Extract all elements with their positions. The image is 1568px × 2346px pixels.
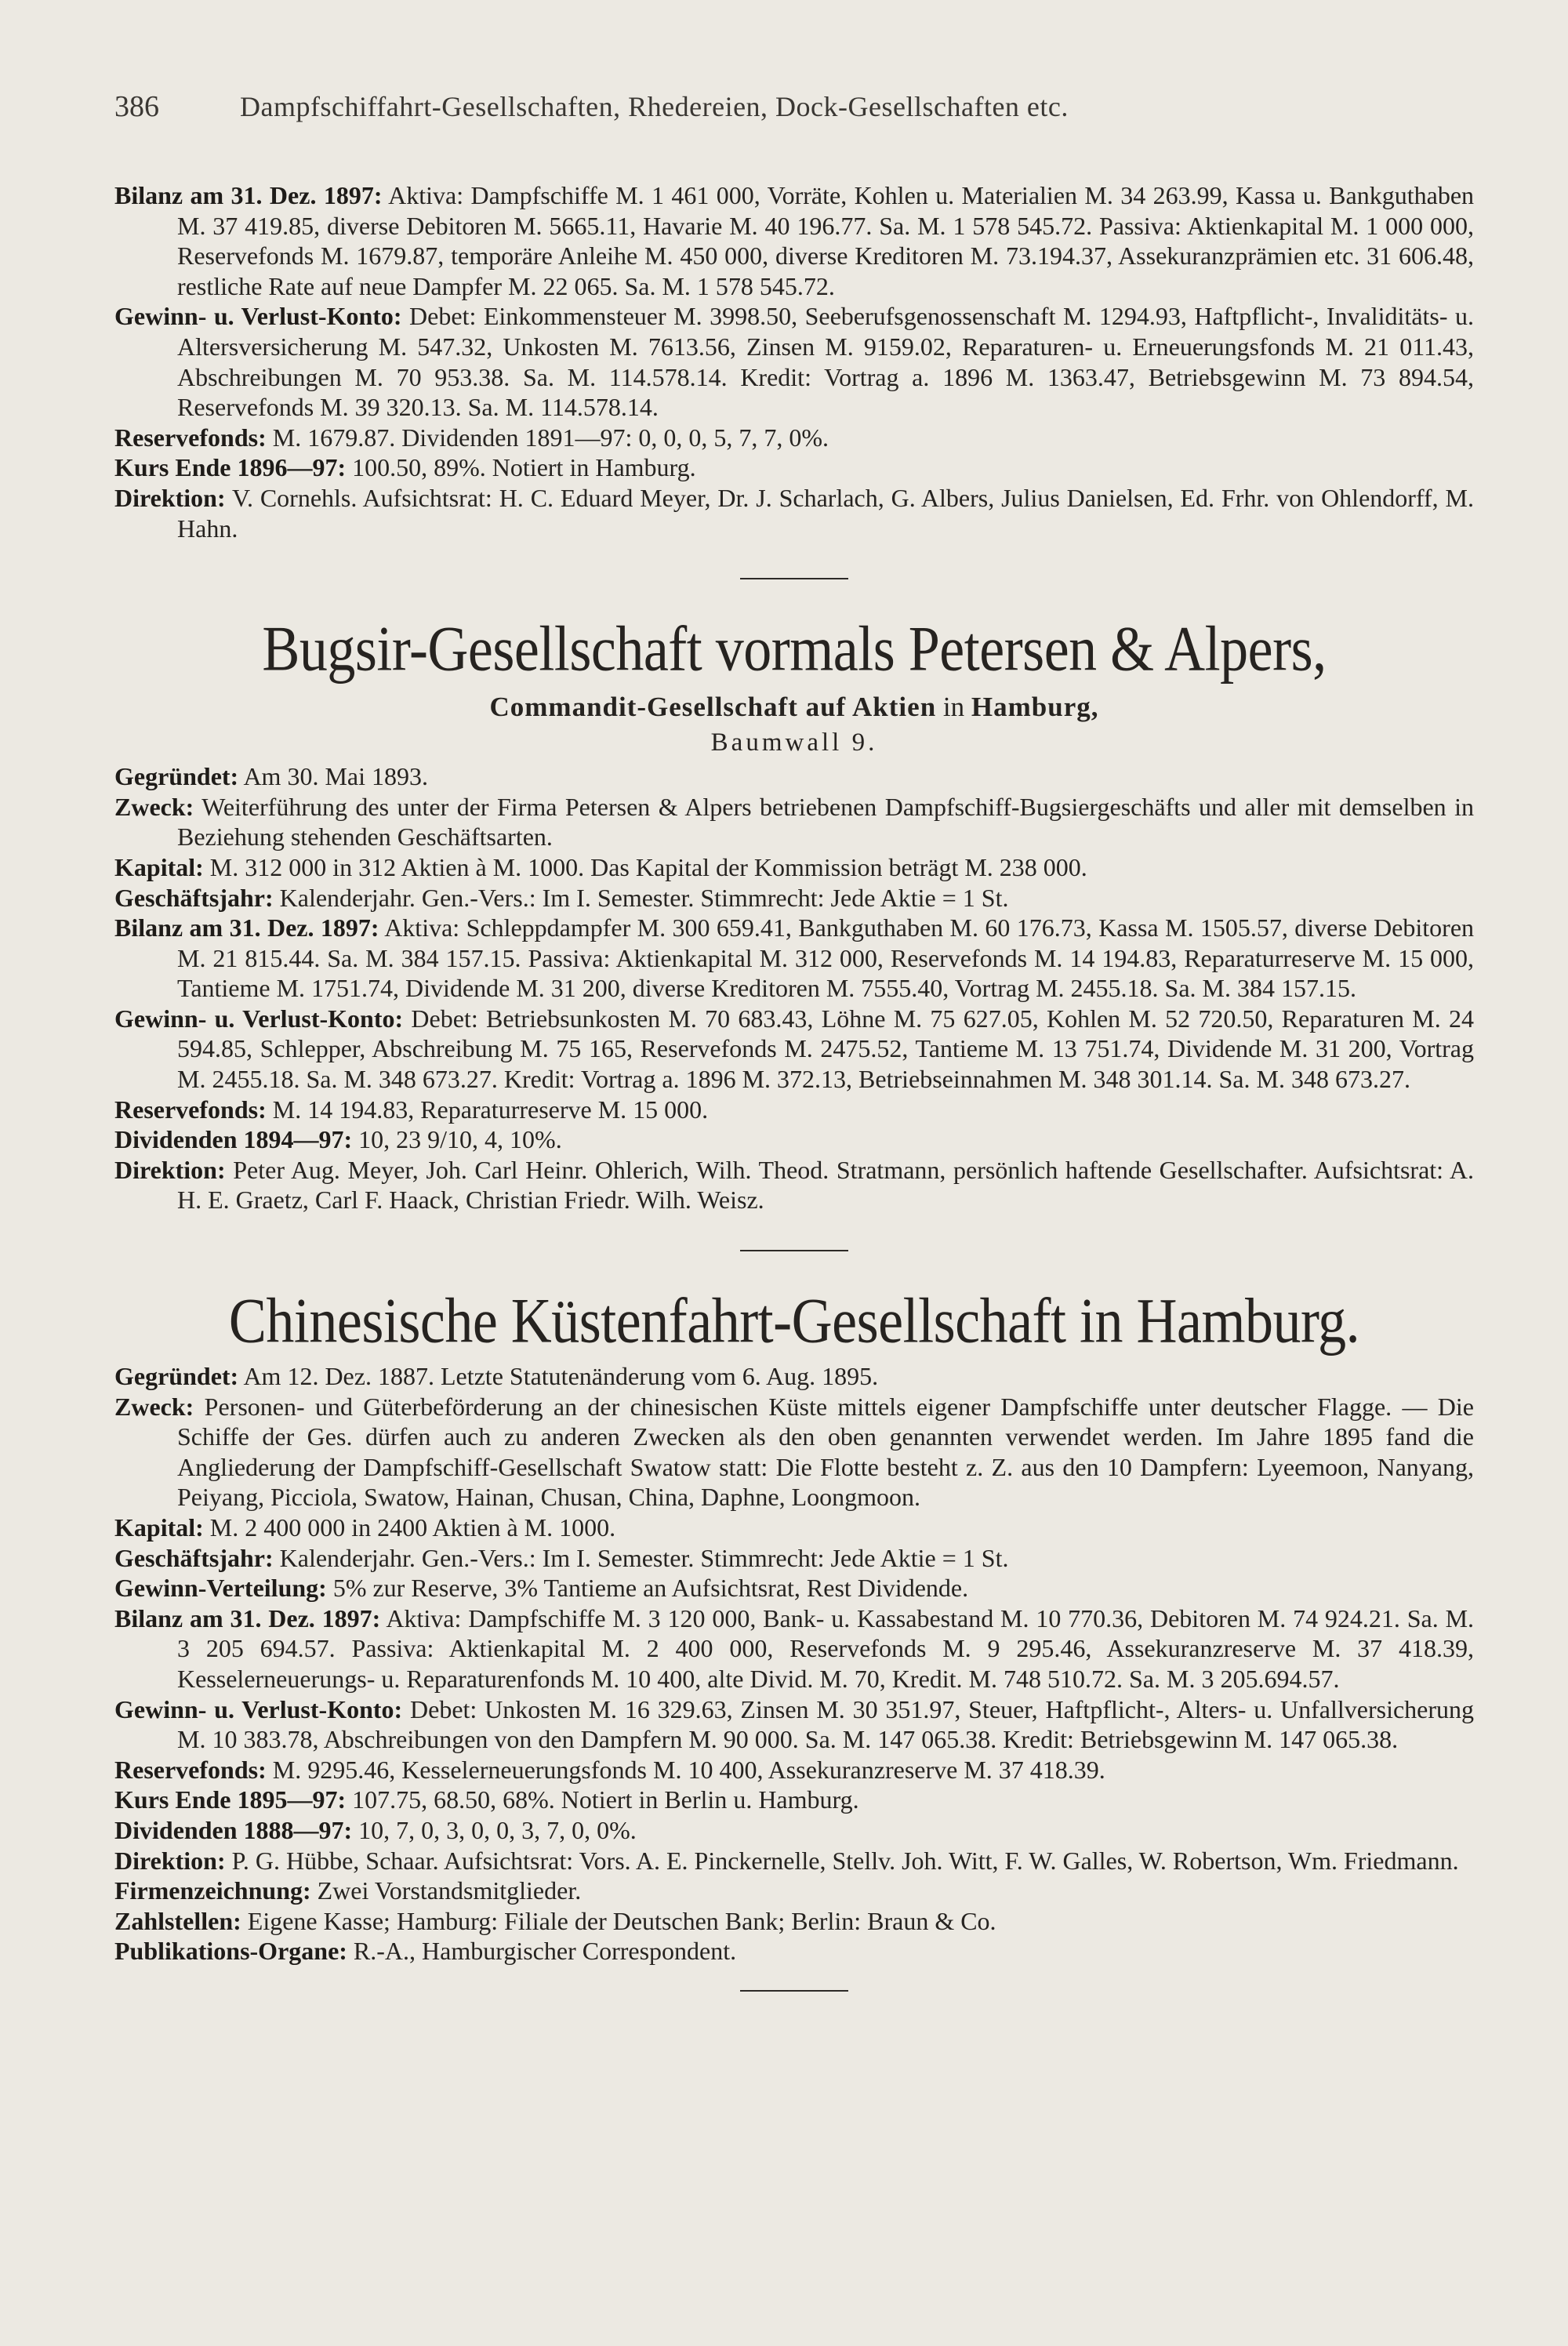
entry-gewinn-verlust: Gewinn- u. Verlust-Konto: Debet: Unkosten M. 16 329.63, Zinsen M. 30 351.97, Steuer, Haftpflicht-, Alters- u. Unfallversicherung M. 10 383.78, Abschreibungen von den Dampfern M. 90 000. Sa. M. 147 065.38. Kredit: Betriebsgewinn M. 147 065.38. [114,1694,1475,1754]
entry-reservefonds: Reservefonds: M. 14 194.83, Reparaturreserve M. 15 000. [114,1095,709,1124]
entry-geschaeftsjahr: Geschäftsjahr: Kalenderjahr. Gen.-Vers.: Im I. Semester. Stimmrecht: Jede Aktie = 1 St. [114,883,1009,912]
entry-direktion: Direktion: V. Cornehls. Aufsichtsrat: H. C. Eduard Meyer, Dr. J. Scharlach, G. Albers, Julius Danielsen, Ed. Frhr. von Ohlendorff, M. Hahn. [114,483,1475,543]
entry-gewinn-verlust: Gewinn- u. Verlust-Konto: Debet: Einkommensteuer M. 3998.50, Seeberufsgenossenschaft M. 1294.93, Haftpflicht-, Invaliditäts- u. Altersversicherung M. 547.32, Unkosten M. 7613.56, Zinsen M. 9159.02, Reparaturen- u. Erneuerungsfonds M. 21 011.43, Abschreibungen M. 70 953.38. Sa. M. 114.578.14. Kredit: Vortrag a. 1896 M. 1363.47, Betriebsgewinn M. 73 894.54, Reservefonds M. 39 320.13. Sa. M. 114.578.14. [114,302,1474,422]
section-bugsir-entries [114,761,1474,1215]
entry-reservefonds: Reservefonds: M. 9295.46, Kesselerneuerungsfonds M. 10 400, Assekuranzreserve M. 37 418.39. [114,1755,1105,1784]
entry-publikations-organe: Publikations-Organe: R.-A., Hamburgischer Correspondent. [114,1937,737,1966]
running-title: Dampfschiffahrt-Gesellschaften, Rhedereien, Dock-Gesellschaften etc. [240,91,1069,122]
section-divider [740,1250,848,1251]
entry-kapital: Kapital: M. 312 000 in 312 Aktien à M. 1000. Das Kapital der Kommission beträgt M. 238 000. [114,852,1087,881]
company-address-bugsir: Baumwall 9. [710,728,878,757]
section-continued-entries [114,180,1474,543]
entry-gegruendet: Gegründet: Am 30. Mai 1893. [114,762,428,791]
company-subtitle-bugsir: Commandit-Gesellschaft auf Aktien in Hamburg, [489,692,1099,723]
entry-zweck: Zweck: Personen- und Güterbeförderung an der chinesischen Küste mittels eigener Dampfschiffe unter deutscher Flagge. — Die Schiffe der Ges. dürfen auch zu anderen Zwecken als den oben genannten verwendet werden. Im Jahre 1895 fand die Angliederung der Dampfschiff-Gesellschaft Swatow statt: Die Flotte besteht z. Z. aus den 10 Dampfern: Lyeemoon, Nanyang, Peiyang, Picciola, Swatow, Hainan, Chusan, China, Daphne, Loongmoon. [114,1392,1475,1512]
section-chinesische-entries [114,1361,1474,1966]
entry-bilanz: Bilanz am 31. Dez. 1897: Aktiva: Schleppdampfer M. 300 659.41, Bankguthaben M. 60 176.73, Kassa M. 1505.57, diverse Debitoren M. 21 815.44. Sa. M. 384 157.15. Passiva: Aktienkapital M. 312 000, Reservefonds M. 14 194.83, Reparaturreserve M. 15 000, Tantieme M. 1751.74, Dividende M. 31 200, diverse Kreditoren M. 7555.40, Vortrag M. 2455.18. Sa. M. 384 157.15. [114,913,1475,1003]
section-divider [740,578,848,579]
entry-reservefonds: Reservefonds: M. 1679.87. Dividenden 1891—97: 0, 0, 0, 5, 7, 7, 0%. [114,423,829,452]
entry-direktion: Direktion: Peter Aug. Meyer, Joh. Carl Heinr. Ohlerich, Wilh. Theod. Stratmann, persönlich haftende Gesellschafter. Aufsichtsrat: A. H. E. Graetz, Carl F. Haack, Christian Friedr. Wilh. Weisz. [114,1155,1475,1215]
entry-firmenzeichnung: Firmenzeichnung: Zwei Vorstandsmitglieder. [114,1876,582,1905]
entry-gewinn-verlust: Gewinn- u. Verlust-Konto: Debet: Betriebsunkosten M. 70 683.43, Löhne M. 75 627.05, Kohlen M. 52 720.50, Reparaturen M. 24 594.85, Schlepper, Abschreibung M. 75 165, Reservefonds M. 2475.52, Tantieme M. 13 751.74, Dividende M. 31 200, Vortrag M. 2455.18. Sa. M. 348 673.27. Kredit: Vortrag a. 1896 M. 372.13, Betriebseinnahmen M. 348 301.14. Sa. M. 348 673.27. [114,1004,1475,1094]
entry-gewinn-verteilung: Gewinn-Verteilung: 5% zur Reserve, 3% Tantieme an Aufsichtsrat, Rest Dividende. [114,1574,969,1603]
running-head [114,89,1474,124]
entry-bilanz: Bilanz am 31. Dez. 1897: Aktiva: Dampfschiffe M. 1 461 000, Vorräte, Kohlen u. Materialien M. 34 263.99, Kassa u. Bankguthaben M. 37 419.85, diverse Debitoren M. 5665.11, Havarie M. 40 196.77. Sa. M. 1 578 545.72. Passiva: Aktienkapital M. 1 000 000, Reservefonds M. 1679.87, temporäre Anleihe M. 450 000, diverse Kreditoren M. 73.194.37, Assekuranzprämien etc. 31 606.48, restliche Rate auf neue Dampfer M. 22 065. Sa. M. 1 578 545.72. [114,181,1475,300]
entry-direktion: Direktion: P. G. Hübbe, Schaar. Aufsichtsrat: Vors. A. E. Pinckernelle, Stellv. Joh. Witt, F. W. Galles, W. Robertson, Wm. Friedmann. [114,1846,1459,1875]
company-title-bugsir: Bugsir-Gesellschaft vormals Petersen & Alpers, [262,612,1327,685]
entry-dividenden: Dividenden 1888—97: 10, 7, 0, 3, 0, 0, 3, 7, 0, 0%. [114,1815,637,1844]
entry-zahlstellen: Zahlstellen: Eigene Kasse; Hamburg: Filiale der Deutschen Bank; Berlin: Braun & Co. [114,1906,996,1935]
entry-kapital: Kapital: M. 2 400 000 in 2400 Aktien à M. 1000. [114,1513,616,1542]
section-divider [740,1990,848,1992]
page-number: 386 [114,90,159,123]
entry-bilanz: Bilanz am 31. Dez. 1897: Aktiva: Dampfschiffe M. 3 120 000, Bank- u. Kassabestand M. 10 770.36, Debitoren M. 74 924.21. Sa. M. 3 205 694.57. Passiva: Aktienkapital M. 2 400 000, Reservefonds M. 9 295.46, Assekuranzreserve M. 37 418.39, Kesselerneuerungs- u. Reparaturenfonds M. 10 400, alte Divid. M. 70, Kredit. M. 748 510.72. Sa. M. 3 205.694.57. [114,1603,1475,1693]
entry-gegruendet: Gegründet: Am 12. Dez. 1887. Letzte Statutenänderung vom 6. Aug. 1895. [114,1362,879,1391]
entry-kurs: Kurs Ende 1895—97: 107.75, 68.50, 68%. Notiert in Berlin u. Hamburg. [114,1785,859,1814]
company-title-chinesische: Chinesische Küstenfahrt-Gesellschaft in Hamburg. [228,1284,1360,1356]
entry-zweck: Zweck: Weiterführung des unter der Firma Petersen & Alpers betriebenen Dampfschiff-Bugsiergeschäfts und aller mit demselben in Beziehung stehenden Geschäftsarten. [114,792,1475,852]
entry-dividenden: Dividenden 1894—97: 10, 23 9/10, 4, 10%. [114,1125,562,1154]
entry-kurs: Kurs Ende 1896—97: 100.50, 89%. Notiert in Hamburg. [114,453,696,482]
entry-geschaeftsjahr: Geschäftsjahr: Kalenderjahr. Gen.-Vers.: Im I. Semester. Stimmrecht: Jede Aktie = 1 St. [114,1543,1009,1572]
